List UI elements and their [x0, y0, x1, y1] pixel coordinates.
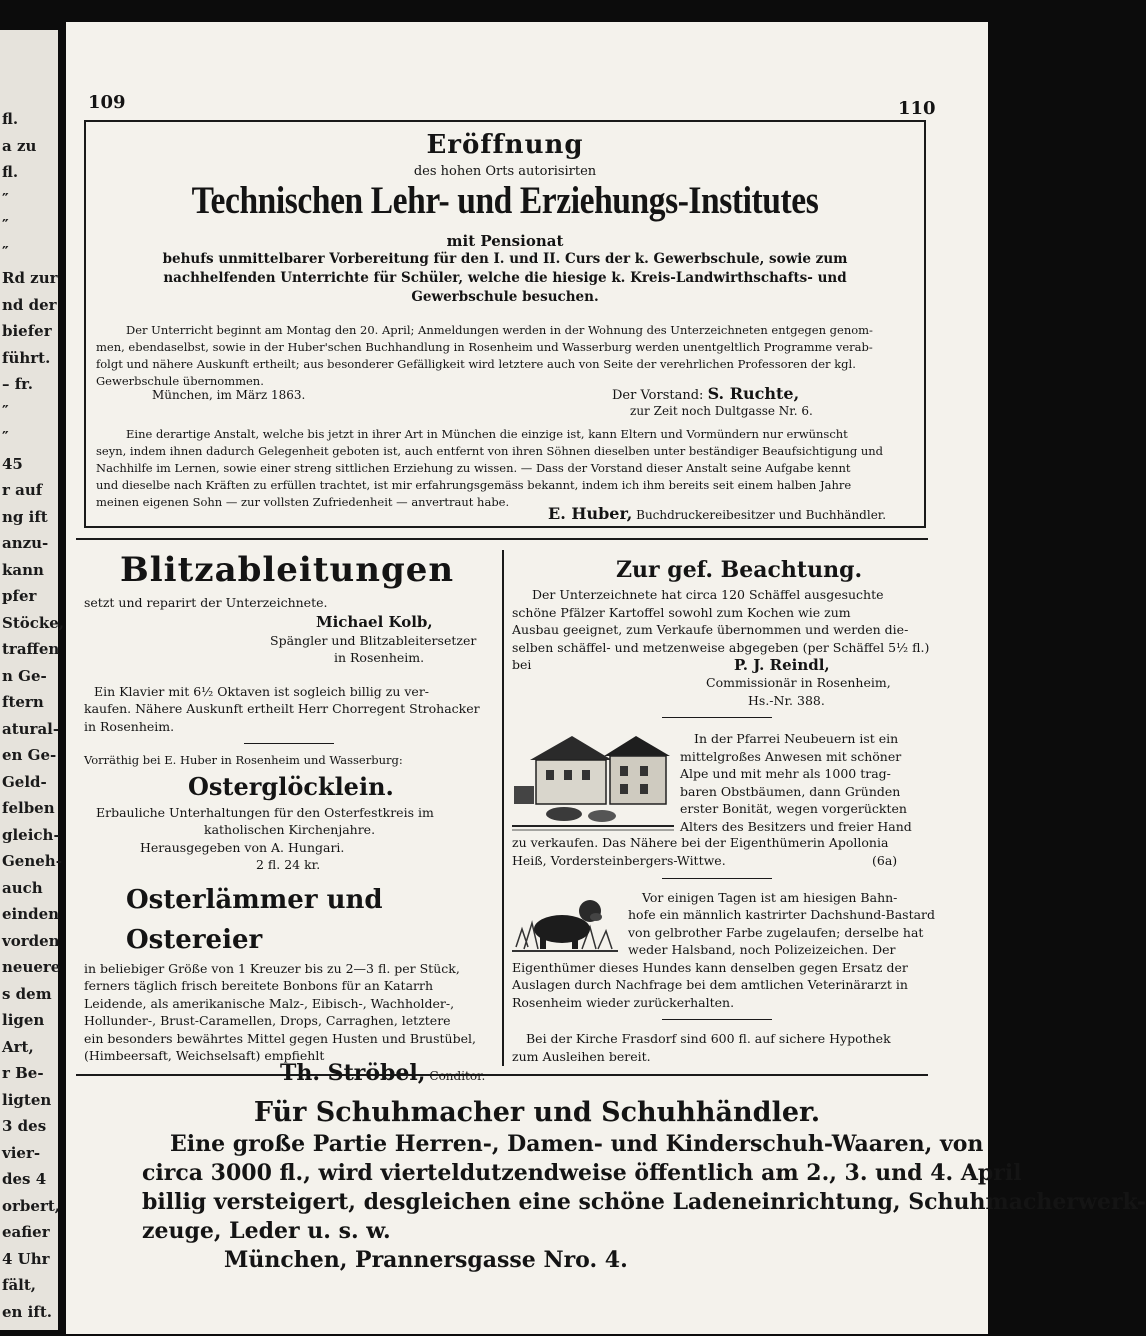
institute-name: Technischen Lehr- und Erziehungs-Institutes [191, 179, 819, 222]
oster-text: in beliebiger Größe von 1 Kreuzer bis zu 2—3 fl. per Stück, ferners täglich frisch bereitete Bonbons für an Katarrh Leidende, als amerikanische Malz-, Eibisch-, Wachholder-, Hollunder-, Brust-Caramellen, Drops, Carraghen, letztere ein besonders bewährtes Mittel gegen Husten und Brustübel, (Himbeersaft, Weichselsaft) empfiehlt [84, 960, 476, 1063]
prev-page-fragment: gleich- [2, 825, 60, 844]
vorraethig: Vorräthig bei E. Huber in Rosenheim und Wasserburg: [84, 753, 403, 767]
prev-page-fragment: fl. [2, 163, 19, 181]
prev-page-fragment: 3 des [2, 1117, 47, 1136]
blitz-title: Blitzableitungen [120, 550, 455, 590]
prev-page-fragment: Stöcke, [2, 613, 65, 632]
purpose-block: behufs unmittelbarer Vorbereitung für den I. und II. Curs der k. Gewerbschule, sowie zum nachhelfenden Unterrichte für Schüler, welche die hiesige k. Kreis-Landwirthschafts- und Gewerbschule besuchen. [162, 251, 848, 305]
prev-page-fragment: 4 Uhr [2, 1249, 50, 1268]
prev-page-fragment: en ift. [2, 1302, 52, 1321]
blitz-text: setzt und reparirt der Unterzeichnete. [84, 595, 328, 610]
newspaper-page [66, 22, 1146, 1334]
prev-page-fragment: Art, [2, 1037, 34, 1056]
prev-page-fragment: ″ [2, 401, 9, 420]
anwesen-tail-2: Heiß, Vordersteinbergers-Wittwe. [512, 852, 726, 868]
vorstand-address: zur Zeit noch Dultgasse Nr. 6. [630, 404, 813, 418]
prev-page-fragment: ligten [2, 1090, 52, 1109]
schuh-address: München, Prannersgasse Nro. 4. [224, 1247, 628, 1273]
institute-announcement [84, 120, 926, 528]
oster-title: Osterlämmer und Ostereier [126, 884, 383, 955]
prev-page-fragment: ″ [2, 242, 9, 261]
blitz-job: Spängler und Blitzableitersetzer [270, 632, 477, 648]
hund-block: Vor einigen Tagen ist am hiesigen Bahn- hofe ein männlich kastrirter Dachshund-Bastard von gelbrother Farbe zugelaufen; derselbe hat weder Halsband, noch Polizeizeichen. Der [512, 889, 924, 959]
book-sub-2: katholischen Kirchenjahre. [204, 822, 376, 837]
beacht-text: Der Unterzeichnete hat circa 120 Schäffel ausgesuchte schöne Pfälzer Kartoffel sowohl zum Kochen wie zum Ausbau geeignet, zum Verkaufe übernommen und werden die- selben schäffel- und metzenweise abgegeben (per Schäffel 5½ fl.) bei [512, 587, 930, 672]
prev-page-fragment: biefer [2, 322, 52, 341]
schuh-title: Für Schuhmacher und Schuhhändler. [253, 1097, 821, 1128]
klavier-line3: in Rosenheim. [84, 718, 175, 734]
prev-page-fragment: atural- [2, 719, 60, 738]
place-date: München, im März 1863. [152, 388, 306, 402]
column-rule [502, 550, 504, 1066]
anwesen-tail-1: zu verkaufen. Das Nähere bei der Eigenthümerin Apollonia [512, 835, 889, 850]
prev-page-fragment: fl. [2, 110, 19, 128]
kirche-notice: Bei der Kirche Frasdorf sind 600 fl. auf sichere Hypothek zum Ausleihen bereit. [512, 1031, 891, 1064]
prev-page-fragment: s dem [2, 984, 52, 1003]
prev-page-fragment: felben [2, 799, 55, 818]
beacht-name: P. J. Reindl, [734, 655, 830, 674]
schuh-advertisement: Für Schuhmacher und Schuhhändler. Eine große Partie Herren-, Damen- und Kinderschuh-Waaren, von circa 3000 fl., wird vierteldutzendweise öffentlich am 2., 3. und 4. April billig versteigert, desgleichen eine schöne Ladeneinrichtung, Schuhmacherwerk- zeuge, Leder u. s. w. München, Prannersgasse Nro. 4. [142, 1097, 1146, 1273]
prev-page-fragment: ftern [2, 693, 44, 712]
dog-illustration [512, 889, 618, 955]
prev-page-fragment: orbert, [2, 1196, 60, 1215]
anwesen-code: (6a) [872, 852, 898, 868]
prev-page-fragment: Rd zur [2, 269, 58, 288]
announcement-subtitle: des hohen Orts autorisirten [413, 164, 597, 179]
prev-page-fragment: des 4 [2, 1170, 47, 1189]
beacht-addr: Hs.-Nr. 388. [748, 692, 825, 708]
prev-page-fragment: fält, [2, 1276, 37, 1295]
prev-page-fragment: traffen [2, 640, 60, 659]
blitz-name: Michael Kolb, [316, 612, 433, 631]
prev-page-fragment: ″ [2, 189, 9, 208]
beacht-job: Commissionär in Rosenheim, [706, 675, 891, 690]
blitz-place: in Rosenheim. [334, 650, 425, 665]
prev-page-fragment: Geneh- [2, 852, 62, 871]
prev-page-fragment: pfer [2, 587, 37, 606]
endorsement: Eine derartige Anstalt, welche bis jetzt in ihrer Art in München die einzige ist, kann Eltern und Vormündern nur erwünscht seyn, indem ihnen dadurch Gelegenheit geboten ist, auch entfernt von ihren Söhnen dieselben unter beständiger Beaufsichtigung und Nachhilfe im Lernen, sowie einer streng sittlichen Erziehung zu wissen. — Dass der Vorstand dieser Anstalt seine Aufgabe kennt und dieselbe nach Kräften zu erfüllen trachtet, ist mir erfahrungsgemäss bekannt, indem ich ihm bereits seit einem halben Jahre meinen eigenen Sohn — zur vollsten Zufriedenheit — anvertraut habe. [96, 427, 884, 509]
hund-tail: Eigenthümer dieses Hundes kann denselben gegen Ersatz der Auslagen durch Nachfrage bei dem amtlichen Veterinärarzt in Rosenheim wieder zurückerhalten. [512, 959, 908, 1010]
previous-page-edge [0, 30, 65, 1330]
prev-page-fragment: ligen [2, 1011, 45, 1030]
prev-page-fragment: neuere [2, 958, 61, 977]
beacht-title: Zur gef. Beachtung. [616, 557, 863, 583]
endorser: E. Huber, Buchdruckereibesitzer und Buchhändler. [548, 504, 887, 523]
right-column [512, 554, 936, 1065]
prev-page-fragment: ″ [2, 428, 9, 447]
left-column [84, 546, 496, 1085]
prev-page-fragment: eafier [2, 1223, 50, 1242]
klavier-line1: Ein Klavier mit 6½ Oktaven ist sogleich billig zu ver- [94, 683, 430, 699]
prev-page-fragment: r Be- [2, 1064, 44, 1083]
prev-page-fragment: – fr. [2, 375, 33, 394]
klavier-line2: kaufen. Nähere Auskunft ertheilt Herr Chorregent Strohacker [84, 701, 480, 716]
prev-page-fragment: Geld- [2, 772, 47, 791]
book-title: Osterglöcklein. [188, 771, 394, 801]
prev-page-fragment: führt. [2, 348, 51, 367]
prev-page-fragment: r auf [2, 481, 43, 500]
prev-page-fragment: ng ift [2, 507, 48, 526]
announcement-title: Eröffnung [426, 130, 584, 160]
prev-page-fragment: vorden [2, 931, 60, 950]
anwesen-block: In der Pfarrei Neubeuern ist ein mittelgroßes Anwesen mit schöner Alpe und mit mehr als 1000 trag- baren Obstbäumen, dann Gründen erster Bonität, wegen vorgerückten Alters des Besitzers und freier Hand [512, 730, 924, 834]
oster-signature: Th. Ströbel, Conditor. [280, 1059, 486, 1086]
prev-page-fragment: 45 [2, 454, 23, 473]
prev-page-fragment: einden [2, 905, 60, 924]
prev-page-fragment: anzu- [2, 534, 49, 553]
prev-page-fragment: en Ge- [2, 746, 57, 765]
prev-page-fragment: a zu [2, 136, 37, 155]
prev-page-fragment: auch [2, 878, 43, 897]
prev-page-fragment: kann [2, 560, 44, 579]
prev-page-fragment: vier- [2, 1143, 41, 1162]
book-sub-1: Erbauliche Unterhaltungen für den Osterfestkreis im [96, 804, 434, 820]
page-number-left: 109 [88, 92, 126, 113]
pension-line: mit Pensionat [446, 232, 564, 250]
section-rule [76, 538, 928, 540]
prev-page-fragment: nd der [2, 295, 57, 314]
book-editor: Herausgegeben von A. Hungari. [140, 839, 345, 855]
prev-page-fragment: n Ge- [2, 666, 47, 685]
book-price: 2 fl. 24 kr. [256, 857, 321, 872]
vorstand: Der Vorstand: S. Ruchte, [612, 384, 800, 403]
farmhouse-illustration [512, 730, 674, 834]
announcement-body: Der Unterricht beginnt am Montag den 20. April; Anmeldungen werden in der Wohnung des Unterzeichneten entgegen genom- men, ebendaselbst, sowie in der Huber'schen Buchhandlung in Rosenheim und Wasserburg werden unentgeltlich Programme verab- folgt und nähere Auskunft ertheilt; aus besonderer Gefälligkeit wird letztere auch von Seite der verehrlichen Professoren der kgl. Gewerbschule übernommen. [96, 323, 873, 388]
prev-page-fragment: ″ [2, 216, 9, 235]
page-number-right: 110 [898, 98, 936, 119]
